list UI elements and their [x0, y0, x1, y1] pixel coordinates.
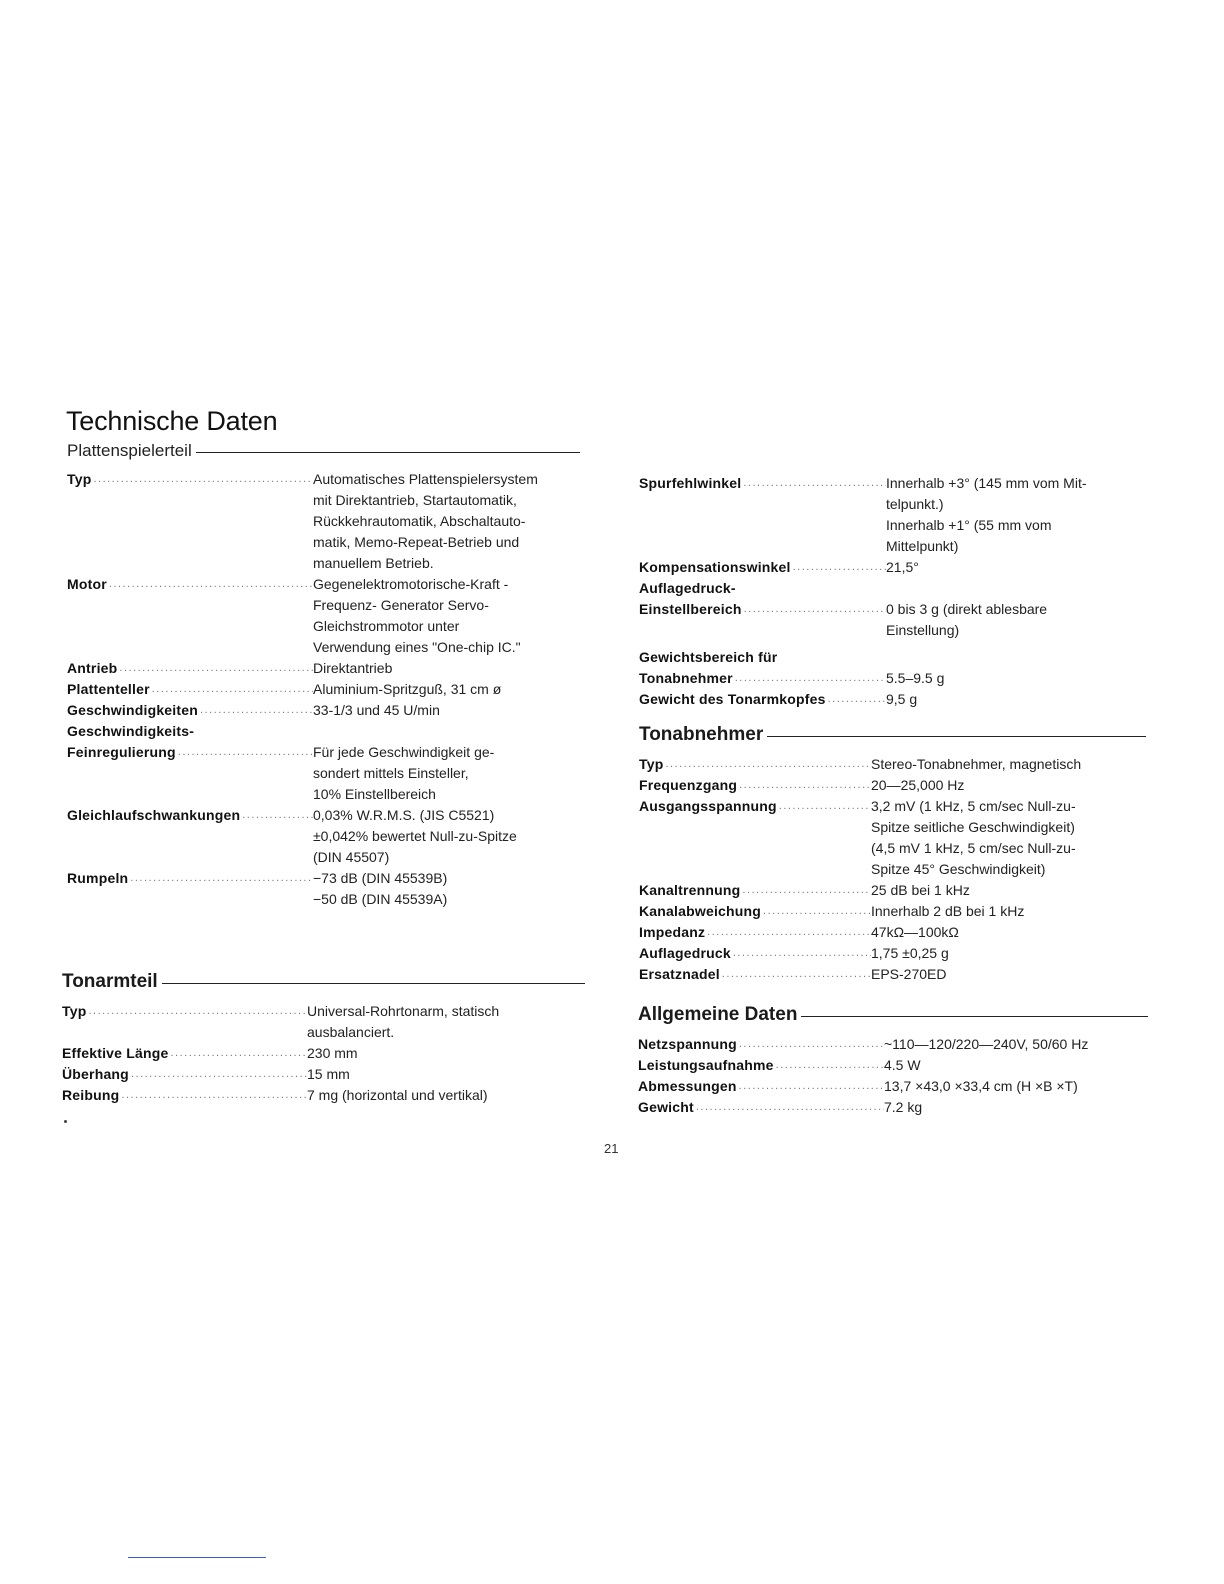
spec-value: [313, 469, 580, 574]
spec-value: [871, 796, 1146, 880]
spec-value-line: Mittelpunkt): [886, 538, 959, 554]
spec-label-text: Typ: [62, 1003, 87, 1019]
spec-label-text: Typ: [639, 756, 664, 772]
spec-label-text: Frequenzgang: [639, 777, 738, 793]
spec-row: [639, 557, 1151, 578]
spec-value: [307, 1001, 585, 1043]
spec-label: [638, 1076, 884, 1097]
spec-label-line: Auflagedruck-: [639, 580, 736, 596]
spec-value-line: Rückkehrautomatik, Abschaltauto-: [313, 513, 526, 529]
spec-row: [639, 964, 1146, 985]
spec-label-text: Gleichlaufschwankungen: [67, 807, 241, 823]
spec-label: [639, 943, 871, 964]
spec-label-text: Typ: [67, 471, 92, 487]
leader-dots: [150, 679, 313, 700]
spec-label-text: Motor: [67, 576, 107, 592]
spec-value-line: 7 mg (horizontal und vertikal): [307, 1087, 488, 1103]
spec-label: [639, 964, 871, 985]
spec-row: [62, 1064, 585, 1085]
leader-dots: [128, 868, 313, 889]
spec-label: [639, 578, 886, 641]
spec-value-line: Innerhalb +3° (145 mm vom Mit-: [886, 475, 1087, 491]
spec-value-line: EPS-270ED: [871, 966, 947, 982]
spec-value-line: 0 bis 3 g (direkt ablesbare: [886, 601, 1048, 617]
spec-label-text: Kanaltrennung: [639, 882, 741, 898]
spec-value-line: matik, Memo-Repeat-Betrieb und: [313, 534, 520, 550]
spec-label: [639, 901, 871, 922]
spec-value: [884, 1076, 1148, 1097]
spec-row: [639, 796, 1146, 880]
spec-value-line: Stereo-Tonabnehmer, magnetisch: [871, 756, 1082, 772]
spec-row: [67, 574, 580, 658]
spec-value-line: Einstellung): [886, 622, 960, 638]
spec-label-text: Abmessungen: [638, 1078, 737, 1094]
spec-value: [307, 1085, 585, 1106]
spec-label: [67, 469, 313, 574]
spec-row: [639, 901, 1146, 922]
spec-value-line: 13,7 ×43,0 ×33,4 cm (H ×B ×T): [884, 1078, 1078, 1094]
spec-row: [639, 473, 1151, 557]
heading-rule: [162, 983, 585, 984]
spec-value: [313, 574, 580, 658]
spec-value-line: Gegenelektromotorische-Kraft -: [313, 576, 509, 592]
spec-value: [884, 1055, 1148, 1076]
spec-value-line: mit Direktantrieb, Startautomatik,: [313, 492, 517, 508]
leader-dots: [720, 964, 871, 985]
spec-value-line: 47kΩ—100kΩ: [871, 924, 959, 940]
leader-dots: [129, 1064, 307, 1085]
spec-label-line: Feinregulierung: [67, 744, 176, 760]
section-heading: [67, 441, 580, 461]
spec-value-line: 230 mm: [307, 1045, 358, 1061]
section-heading-text: Tonabnehmer: [639, 724, 764, 745]
spec-label-text: Reibung: [62, 1087, 120, 1103]
spec-value: [313, 805, 580, 868]
spec-row: [638, 1034, 1148, 1055]
spec-value-line: Gleichstrommotor unter: [313, 618, 460, 634]
spec-label: [67, 868, 313, 910]
spec-value: [886, 557, 1151, 578]
spec-row: [62, 1001, 585, 1043]
spec-label-line: Einstellbereich: [639, 601, 742, 617]
spec-value-line: Für jede Geschwindigkeit ge-: [313, 744, 495, 760]
spec-value-line: 25 dB bei 1 kHz: [871, 882, 970, 898]
spec-row: [67, 469, 580, 574]
leader-dots: [694, 1097, 884, 1118]
spec-label-text: Ersatznadel: [639, 966, 720, 982]
page-number: 21: [604, 1141, 619, 1156]
leader-dots: [742, 599, 886, 620]
leader-dots: [119, 1085, 307, 1106]
spec-value: [313, 868, 580, 910]
spec-value-line: ~110—120/220—240V, 50/60 Hz: [884, 1036, 1089, 1052]
spec-row: [639, 943, 1146, 964]
spec-value-line: manuellem Betrieb.: [313, 555, 434, 571]
spec-value-line: 4.5 W: [884, 1057, 921, 1073]
spec-row: [67, 721, 580, 805]
spec-row: [67, 868, 580, 910]
spec-label: [62, 1064, 307, 1085]
spec-value: [871, 754, 1146, 775]
spec-value-line: Automatisches Plattenspielersystem: [313, 471, 538, 487]
spec-value-line: 15 mm: [307, 1066, 350, 1082]
spec-value-line: 10% Einstellbereich: [313, 786, 436, 802]
spec-label-text: Netzspannung: [638, 1036, 737, 1052]
spec-value: [313, 658, 580, 679]
spec-label-text: Geschwindigkeiten: [67, 702, 198, 718]
spec-label: [67, 700, 313, 721]
spec-row: [62, 1043, 585, 1064]
spec-label-text: Antrieb: [67, 660, 118, 676]
leader-dots: [737, 1076, 884, 1097]
spec-value-line: 33-1/3 und 45 U/min: [313, 702, 440, 718]
leader-dots: [107, 574, 313, 595]
spec-value-line: Aluminium-Spritzguß, 31 cm ø: [313, 681, 502, 697]
spec-label-text: Gewicht: [638, 1099, 694, 1115]
section-plattenspielerteil: [67, 441, 580, 910]
leader-dots: [826, 689, 886, 710]
spec-value-line: 21,5°: [886, 559, 919, 575]
spec-label-line-wrap: [639, 668, 886, 689]
leader-dots: [176, 742, 313, 763]
spec-label: [67, 679, 313, 700]
leader-dots: [774, 1055, 884, 1076]
leader-dots: [240, 805, 313, 826]
leader-dots: [663, 754, 871, 775]
spec-label-text: Leistungsaufnahme: [638, 1057, 774, 1073]
spec-label-text: Ausgangsspannung: [639, 798, 777, 814]
spec-label-text: Überhang: [62, 1066, 129, 1082]
section-heading-text: Tonarmteil: [62, 971, 158, 992]
spec-label-line-wrap: [67, 742, 313, 763]
leader-dots: [791, 557, 886, 578]
spec-label: [639, 473, 886, 557]
spec-value-line: −50 dB (DIN 45539A): [313, 891, 448, 907]
leader-dots: [86, 1001, 307, 1022]
spec-value-line: Frequenz- Generator Servo-: [313, 597, 489, 613]
spec-value: [307, 1043, 585, 1064]
spec-row: [638, 1055, 1148, 1076]
spec-row: [638, 1097, 1148, 1118]
spec-label: [639, 922, 871, 943]
spec-value-line: ausbalanciert.: [307, 1024, 395, 1040]
spec-label: [67, 721, 313, 805]
spec-label-text: Kompensationswinkel: [639, 559, 791, 575]
spec-row: [639, 754, 1146, 775]
spec-value: [313, 721, 580, 805]
spec-label: [62, 1043, 307, 1064]
spec-value: [313, 679, 580, 700]
spec-row: [638, 1076, 1148, 1097]
spec-value-line: (4,5 mV 1 kHz, 5 cm/sec Null-zu-: [871, 840, 1076, 856]
leader-dots: [731, 943, 871, 964]
spec-value: [871, 943, 1146, 964]
spec-row: [67, 679, 580, 700]
spec-value-line: Innerhalb 2 dB bei 1 kHz: [871, 903, 1025, 919]
spec-value-line: Direktantrieb: [313, 660, 393, 676]
spec-value: [307, 1064, 585, 1085]
page-title: Technische Daten: [66, 406, 278, 436]
spec-value-line: Verwendung eines "One-chip IC.": [313, 639, 521, 655]
spec-label: [639, 557, 886, 578]
leader-dots: [737, 1034, 884, 1055]
footnote-rule: [128, 1557, 266, 1558]
leader-dots: [117, 658, 313, 679]
spec-label-text: Impedanz: [639, 924, 706, 940]
spec-label-text: Gewicht des Tonarmkopfes: [639, 691, 826, 707]
spec-value-line: 5.5–9.5 g: [886, 670, 945, 686]
spec-value: [884, 1097, 1148, 1118]
section-allgemeine-daten: [638, 1004, 1148, 1118]
spec-value-line: 20—25,000 Hz: [871, 777, 965, 793]
spec-label-line-wrap: [639, 599, 886, 620]
spec-row: [67, 700, 580, 721]
spec-value-line: telpunkt.): [886, 496, 944, 512]
spec-label: [62, 1085, 307, 1106]
leader-dots: [741, 473, 886, 494]
spec-row: [639, 922, 1146, 943]
leader-dots: [198, 700, 313, 721]
spec-label: [639, 880, 871, 901]
leader-dots: [168, 1043, 307, 1064]
spec-value-line: 0,03% W.R.M.S. (JIS C5521): [313, 807, 495, 823]
spec-label: [639, 775, 871, 796]
spec-label-text: Spurfehlwinkel: [639, 475, 742, 491]
spec-value-line: (DIN 45507): [313, 849, 390, 865]
spec-label: [62, 1001, 307, 1043]
section-heading-text: Allgemeine Daten: [638, 1004, 798, 1025]
section-heading-text: Plattenspielerteil: [67, 441, 192, 460]
section-tonarmteil: [62, 971, 585, 1106]
spec-label: [638, 1097, 884, 1118]
spec-value-line: ±0,042% bewertet Null-zu-Spitze: [313, 828, 517, 844]
spec-label-text: Rumpeln: [67, 870, 129, 886]
heading-rule: [196, 452, 580, 453]
spec-label: [639, 754, 871, 775]
spec-value-line: 9,5 g: [886, 691, 918, 707]
spec-label-line: Tonabnehmer: [639, 670, 733, 686]
spec-label: [639, 796, 871, 880]
spec-label: [639, 689, 886, 710]
section-tonarm-fortsetzung: [639, 473, 1151, 710]
spec-value: [886, 473, 1151, 557]
spec-value: [871, 775, 1146, 796]
spec-label-line: Geschwindigkeits-: [67, 723, 195, 739]
spec-value: [886, 647, 1151, 689]
spec-value-line: 3,2 mV (1 kHz, 5 cm/sec Null-zu-: [871, 798, 1076, 814]
spec-value: [871, 922, 1146, 943]
leader-dots: [91, 469, 313, 490]
spec-label: [67, 658, 313, 679]
spec-value-line: Universal-Rohrtonarm, statisch: [307, 1003, 500, 1019]
spec-row: [62, 1085, 585, 1106]
spec-value-line: sondert mittels Einsteller,: [313, 765, 469, 781]
spec-row: [67, 805, 580, 868]
section-heading: [639, 724, 1146, 746]
section-heading: [62, 971, 585, 993]
spec-label: [67, 805, 313, 868]
leader-dots: [737, 775, 871, 796]
spec-label: [67, 574, 313, 658]
spec-value-line: Spitze 45° Geschwindigkeit): [871, 861, 1046, 877]
stray-mark: [64, 1120, 67, 1123]
spec-value: [313, 700, 580, 721]
leader-dots: [733, 668, 886, 689]
heading-rule: [801, 1016, 1148, 1017]
spec-value-line: −73 dB (DIN 45539B): [313, 870, 448, 886]
spec-value: [871, 880, 1146, 901]
section-tonabnehmer: [639, 724, 1146, 985]
spec-value-line: Innerhalb +1° (55 mm vom: [886, 517, 1052, 533]
leader-dots: [705, 922, 871, 943]
leader-dots: [740, 880, 871, 901]
spec-label-line: Gewichtsbereich für: [639, 649, 778, 665]
spec-row: [639, 775, 1146, 796]
spec-value-line: Spitze seitliche Geschwindigkeit): [871, 819, 1075, 835]
spec-value: [884, 1034, 1148, 1055]
spec-label-text: Auflagedruck: [639, 945, 731, 961]
heading-rule: [767, 736, 1146, 737]
spec-label-text: Effektive Länge: [62, 1045, 169, 1061]
spec-label: [639, 647, 886, 689]
spec-value: [886, 689, 1151, 710]
spec-label-text: Kanalabweichung: [639, 903, 762, 919]
spec-label: [638, 1034, 884, 1055]
spec-value-line: 7.2 kg: [884, 1099, 923, 1115]
spec-row: [639, 578, 1151, 641]
spec-value: [886, 578, 1151, 641]
spec-row: [639, 689, 1151, 710]
spec-row: [639, 880, 1146, 901]
section-heading: [638, 1004, 1148, 1026]
spec-value: [871, 901, 1146, 922]
leader-dots: [777, 796, 871, 817]
spec-value: [871, 964, 1146, 985]
spec-row: [67, 658, 580, 679]
spec-value-line: 1,75 ±0,25 g: [871, 945, 949, 961]
spec-label: [638, 1055, 884, 1076]
spec-row: [639, 647, 1151, 689]
spec-label-text: Plattenteller: [67, 681, 150, 697]
leader-dots: [761, 901, 871, 922]
